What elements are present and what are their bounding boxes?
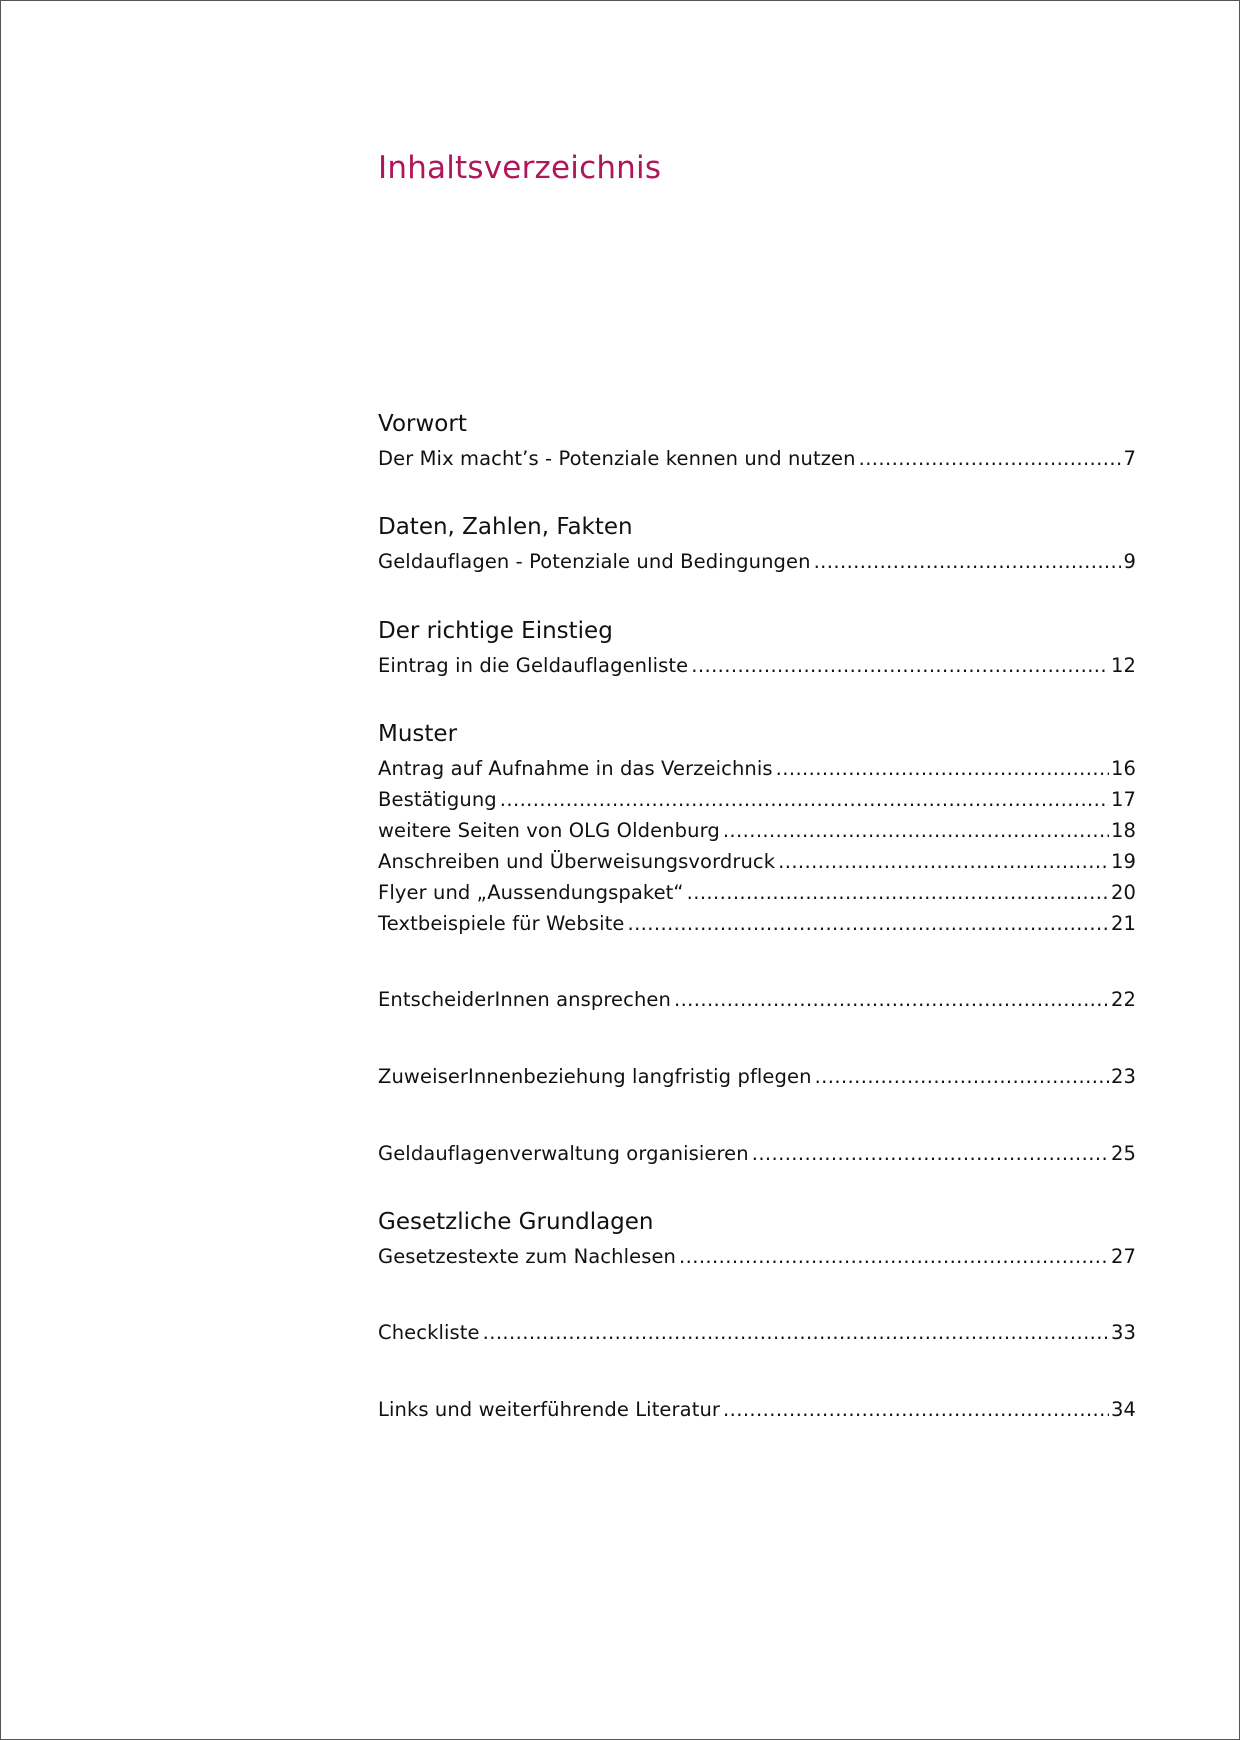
dot-leader [859, 443, 1122, 474]
toc-entry[interactable] [378, 443, 1136, 474]
toc-entry-label: Checkliste [378, 1321, 480, 1344]
toc-entry-label: Textbeispiele für Website [378, 912, 625, 935]
toc-entry-label: Bestätigung [378, 788, 497, 811]
dot-leader [691, 650, 1109, 681]
toc-entry-label: Anschreiben und Überweisungsvordruck [378, 850, 776, 873]
toc-section-einstieg [378, 616, 1136, 681]
toc-entry[interactable] [378, 1138, 1136, 1169]
page-title: Inhaltsverzeichnis [378, 150, 662, 186]
toc-entry-label: EntscheiderInnen ansprechen [378, 988, 671, 1011]
toc-entry[interactable] [378, 1241, 1136, 1272]
toc-entry[interactable] [378, 1061, 1136, 1092]
toc-section-verwaltung [378, 1138, 1136, 1169]
dot-leader [483, 1317, 1109, 1348]
toc-entry-page: 17 [1110, 788, 1136, 811]
dot-leader [752, 1138, 1109, 1169]
toc-entry-page: 7 [1123, 447, 1136, 470]
dot-leader [674, 984, 1109, 1015]
toc-section-zuweiser [378, 1061, 1136, 1092]
toc-entry-page: 9 [1123, 550, 1136, 573]
toc-entry-label: Antrag auf Aufnahme in das Verzeichnis [378, 757, 773, 780]
toc-entry-page: 19 [1110, 850, 1136, 873]
toc-entry[interactable] [378, 650, 1136, 681]
toc-heading: Vorwort [378, 411, 467, 437]
toc-entry-label: Geldauflagen - Potenziale und Bedingungen [378, 550, 811, 573]
toc-section-muster [378, 719, 1136, 939]
toc-entry[interactable] [378, 815, 1136, 846]
toc-heading: Der richtige Einstieg [378, 618, 613, 644]
toc-entry-label: Links und weiterführende Literatur [378, 1398, 721, 1421]
dot-leader [776, 753, 1109, 784]
toc-section-gesetz [378, 1207, 1136, 1272]
dot-leader [500, 784, 1109, 815]
dot-leader [814, 546, 1122, 577]
toc-entry[interactable] [378, 877, 1136, 908]
toc-entry[interactable] [378, 753, 1136, 784]
dot-leader [723, 1394, 1109, 1425]
toc-entry[interactable] [378, 1394, 1136, 1425]
toc-entry-page: 23 [1110, 1065, 1136, 1088]
toc-heading: Muster [378, 721, 458, 747]
toc-entry-page: 25 [1110, 1142, 1136, 1165]
toc-entry-page: 22 [1110, 988, 1136, 1011]
toc-section-entscheider [378, 984, 1136, 1015]
dot-leader [687, 877, 1109, 908]
toc-entry-label: ZuweiserInnenbeziehung langfristig pflegen [378, 1065, 812, 1088]
toc-entry-page: 33 [1110, 1321, 1136, 1344]
dot-leader [627, 908, 1109, 939]
toc-entry-page: 16 [1110, 757, 1136, 780]
toc-section-vorwort [378, 409, 1136, 474]
toc-entry-label: Der Mix macht’s - Potenziale kennen und nutzen [378, 447, 856, 470]
toc-heading: Daten, Zahlen, Fakten [378, 514, 633, 540]
toc-entry-label: Geldauflagenverwaltung organisieren [378, 1142, 749, 1165]
dot-leader [778, 846, 1109, 877]
toc-entry-page: 21 [1110, 912, 1136, 935]
toc-entry[interactable] [378, 846, 1136, 877]
toc-entry[interactable] [378, 546, 1136, 577]
toc-entry-page: 12 [1110, 654, 1136, 677]
toc-entry[interactable] [378, 984, 1136, 1015]
toc-entry[interactable] [378, 908, 1136, 939]
dot-leader [723, 815, 1109, 846]
dot-leader [679, 1241, 1109, 1272]
toc-entry-page: 34 [1110, 1398, 1136, 1421]
toc-entry-page: 27 [1110, 1245, 1136, 1268]
toc-heading: Gesetzliche Grundlagen [378, 1209, 654, 1235]
toc-entry-label: Gesetzestexte zum Nachlesen [378, 1245, 677, 1268]
toc-section-links [378, 1394, 1136, 1425]
toc-section-checkliste [378, 1317, 1136, 1348]
toc-entry-page: 18 [1110, 819, 1136, 842]
toc-entry-label: weitere Seiten von OLG Oldenburg [378, 819, 720, 842]
toc-entry-label: Eintrag in die Geldauflagenliste [378, 654, 689, 677]
dot-leader [815, 1061, 1109, 1092]
toc-entry-label: Flyer und „Aussendungspaket“ [378, 881, 684, 904]
toc-entry-page: 20 [1110, 881, 1136, 904]
toc-entry[interactable] [378, 1317, 1136, 1348]
toc-section-daten [378, 512, 1136, 577]
toc-entry[interactable] [378, 784, 1136, 815]
